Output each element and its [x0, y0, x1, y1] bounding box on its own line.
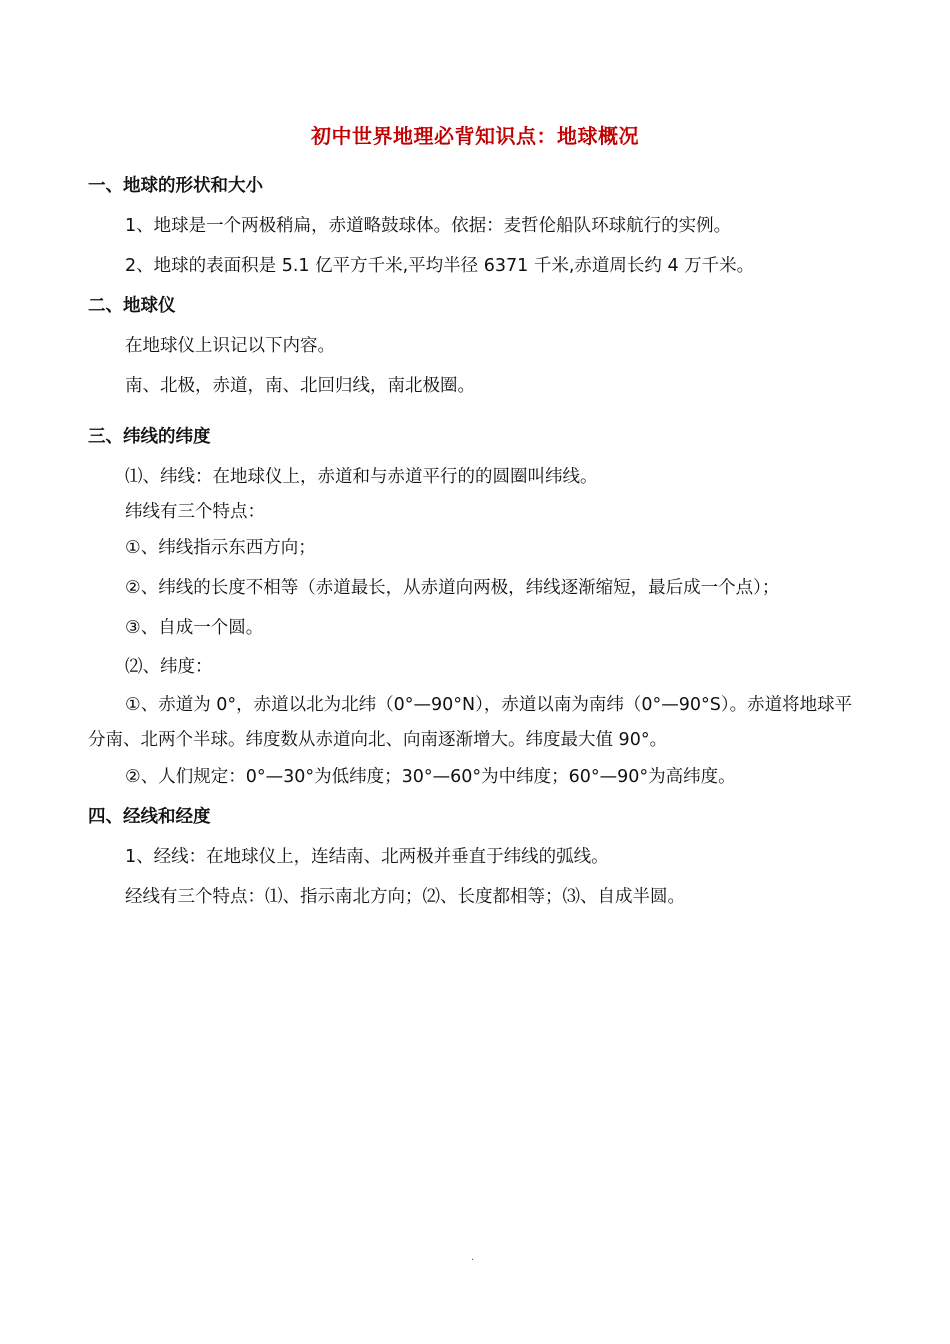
section-3-line-8: ②、人们规定：0°—30°为低纬度；30°—60°为中纬度；60°—90°为高纬度。 — [125, 767, 736, 787]
section-heading-2: 二、地球仪 — [88, 296, 176, 316]
section-3-line-3: ①、纬线指示东西方向； — [125, 538, 316, 558]
section-3-line-1: ⑴、纬线：在地球仪上，赤道和与赤道平行的的圆圈叫纬线。 — [125, 467, 598, 487]
page-title: 初中世界地理必背知识点：地球概况 — [311, 124, 639, 148]
section-3-line-4: ②、纬线的长度不相等（赤道最长，从赤道向两极，纬线逐渐缩短，最后成一个点）； — [125, 578, 780, 598]
section-2-line-1: 在地球仪上识记以下内容。 — [125, 336, 335, 356]
section-1-line-2: 2、地球的表面积是 5.1 亿平方千米,平均半径 6371 千米,赤道周长约 4 万千米。 — [125, 256, 755, 276]
section-4-line-1: 1、经线：在地球仪上，连结南、北两极并垂直于纬线的弧线。 — [125, 847, 609, 867]
section-heading-1: 一、地球的形状和大小 — [88, 176, 263, 196]
page-footer-mark: . — [471, 1252, 475, 1263]
section-heading-4: 四、经线和经度 — [88, 807, 211, 827]
section-3-line-2: 纬线有三个特点： — [125, 502, 265, 522]
section-3-line-7: ①、赤道为 0°，赤道以北为北纬（0°—90°N），赤道以南为南纬（0°—90°S）。赤道将地球平分南、北两个半球。纬度数从赤道向北、向南逐渐增大。纬度最大值 90°。 — [88, 695, 853, 750]
section-1-line-1: 1、地球是一个两极稍扁，赤道略鼓球体。依据：麦哲伦船队环球航行的实例。 — [125, 216, 732, 236]
section-3-line-5: ③、自成一个圆。 — [125, 618, 264, 638]
section-3-line-6: ⑵、纬度： — [125, 657, 213, 677]
section-2-line-2: 南、北极，赤道，南、北回归线，南北极圈。 — [125, 376, 475, 396]
section-heading-3: 三、纬线的纬度 — [88, 427, 211, 447]
section-4-line-2: 经线有三个特点：⑴、指示南北方向；⑵、长度都相等；⑶、自成半圆。 — [125, 887, 685, 907]
